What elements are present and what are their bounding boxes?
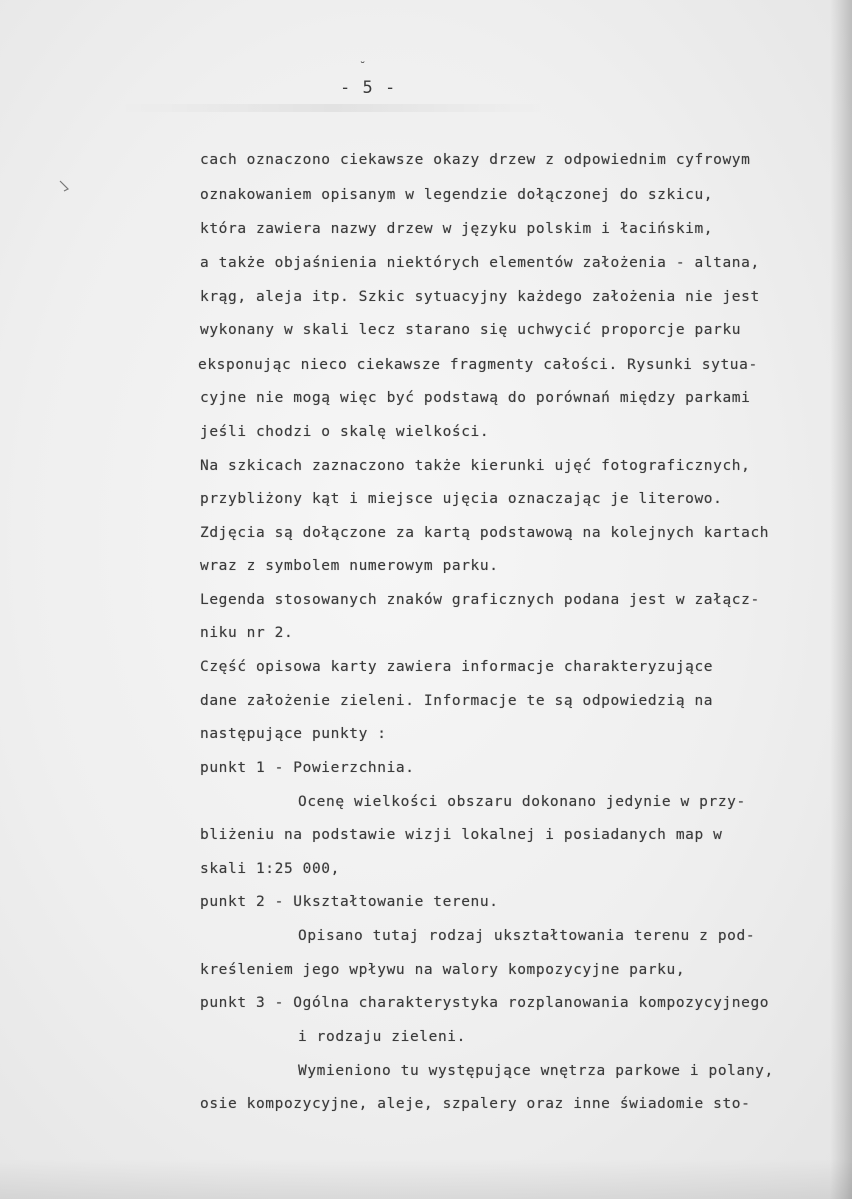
text-line: Opisano tutaj rodzaj ukształtowania terenu z pod- bbox=[298, 928, 756, 944]
text-line: punkt 2 - Ukształtowanie terenu. bbox=[200, 894, 499, 910]
text-line: Legenda stosowanych znaków graficznych podana jest w załącz- bbox=[200, 592, 760, 608]
text-line: osie kompozycyjne, aleje, szpalery oraz inne świadomie sto- bbox=[200, 1096, 751, 1112]
text-line: Ocenę wielkości obszaru dokonano jedynie w przy- bbox=[298, 794, 746, 810]
text-line: jeśli chodzi o skalę wielkości. bbox=[200, 424, 490, 440]
text-line: cach oznaczono ciekawsze okazy drzew z odpowiednim cyfrowym bbox=[200, 152, 751, 168]
text-line: punkt 3 - Ogólna charakterystyka rozplanowania kompozycyjnego bbox=[200, 995, 770, 1011]
text-line: bliżeniu na podstawie wizji lokalnej i posiadanych map w bbox=[200, 827, 723, 843]
text-line: niku nr 2. bbox=[200, 625, 294, 641]
text-line: cyjne nie mogą więc być podstawą do porównań między parkami bbox=[200, 390, 751, 406]
text-line: oznakowaniem opisanym w legendzie dołączonej do szkicu, bbox=[200, 187, 714, 203]
text-line: krąg, aleja itp. Szkic sytuacyjny każdego założenia nie jest bbox=[200, 289, 760, 305]
text-line: i rodzaju zieleni. bbox=[298, 1029, 466, 1045]
page-edge-shadow bbox=[830, 0, 852, 1199]
text-line: eksponując nieco ciekawsze fragmenty całości. Rysunki sytua- bbox=[198, 357, 758, 373]
text-line: Zdjęcia są dołączone za kartą podstawową na kolejnych kartach bbox=[200, 525, 770, 541]
text-line: kreśleniem jego wpływu na walory kompozycyjne parku, bbox=[200, 962, 686, 978]
text-line: która zawiera nazwy drzew w języku polskim i łacińskim, bbox=[200, 221, 714, 237]
page-top-mark: ˘ bbox=[359, 60, 368, 74]
text-line: wraz z symbolem numerowym parku. bbox=[200, 558, 499, 574]
text-line: a także objaśnienia niektórych elementów założenia - altana, bbox=[200, 255, 760, 271]
text-line: Na szkicach zaznaczono także kierunki ujęć fotograficznych, bbox=[200, 458, 751, 474]
text-line: punkt 1 - Powierzchnia. bbox=[200, 760, 415, 776]
text-line: Część opisowa karty zawiera informacje charakteryzujące bbox=[200, 659, 714, 675]
page-number-text: - 5 - bbox=[340, 78, 397, 98]
text-line: wykonany w skali lecz starano się uchwycić proporcje parku bbox=[200, 322, 742, 338]
text-line: dane założenie zieleni. Informacje te są odpowiedzią na bbox=[200, 693, 714, 709]
text-line: przybliżony kąt i miejsce ujęcia oznaczając je literowo. bbox=[200, 491, 723, 507]
text-line: następujące punkty : bbox=[200, 726, 387, 742]
text-line: Wymieniono tu występujące wnętrza parkowe i polany, bbox=[298, 1063, 774, 1079]
text-line: skali 1:25 000, bbox=[200, 861, 340, 877]
page-bottom-shadow bbox=[0, 1159, 852, 1199]
